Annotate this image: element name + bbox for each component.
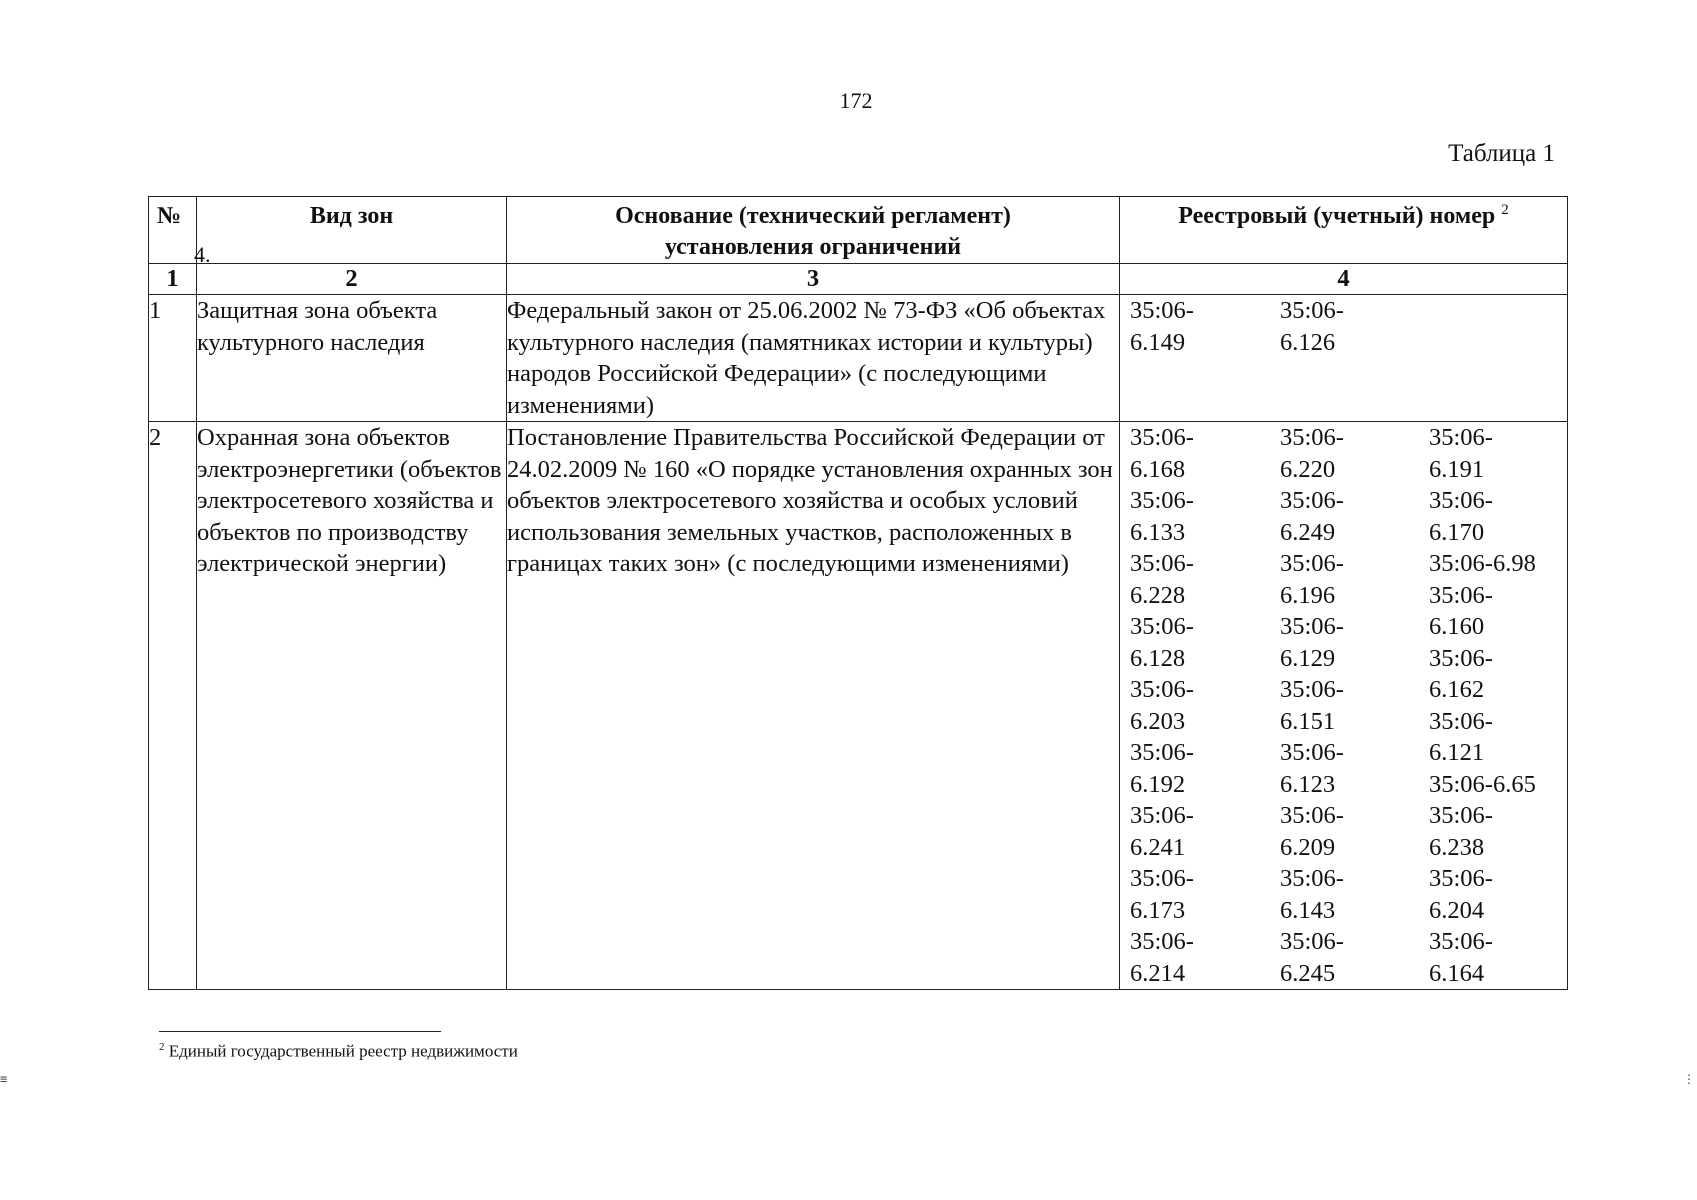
- table-row: [149, 295, 1568, 422]
- header-registry-footnote-ref: 2: [1501, 202, 1509, 218]
- row-registry: [1120, 295, 1568, 422]
- row-registry: [1120, 422, 1568, 990]
- column-index-cell: 2: [197, 264, 507, 295]
- footnote: [159, 1041, 518, 1062]
- table-header-row: [149, 197, 1568, 264]
- scan-edge-mark-left: ≡: [0, 1072, 8, 1086]
- column-index-cell: 4: [1120, 264, 1568, 295]
- restrictions-table: [148, 196, 1568, 990]
- header-basis: Основание (технический регламент) установления ограничений: [507, 197, 1120, 264]
- column-index-cell: 3: [507, 264, 1120, 295]
- header-num: [149, 197, 211, 267]
- header-registry-label: Реестровый (учетный) номер: [1178, 203, 1496, 229]
- footnote-text: Единый государственный реестр недвижимости: [168, 1041, 518, 1061]
- registry-column: 35:06- 6.149: [1130, 297, 1194, 356]
- page-number: 172: [839, 88, 873, 113]
- column-index-row: [149, 264, 1568, 295]
- row-zone-type: Охранная зона объектов электроэнергетики (объектов электросетевого хозяйства и объектов по производству электрической энергии): [197, 422, 507, 990]
- header-registry: [1120, 197, 1568, 264]
- footnote-marker: 2: [159, 1041, 165, 1053]
- row-num: 1: [149, 295, 197, 422]
- column-index-cell: 1: [149, 264, 197, 295]
- header-stray-mark: 4.: [194, 242, 211, 267]
- registry-column: 35:06- 6.126: [1280, 297, 1344, 356]
- header-zone-type: Вид зон: [197, 197, 507, 264]
- table-caption: Таблица 1: [1448, 140, 1555, 167]
- row-basis: Постановление Правительства Российской Федерации от 24.02.2009 № 160 «О порядке установления охранных зон объектов электросетевого хозяйства и особых условий использования земельных участков, расположенных в границах таких зон» (с последующими изменениями): [507, 422, 1120, 990]
- registry-column: 35:06- 6.220 35:06- 6.249 35:06- 6.196 35:06- 6.129 35:06- 6.151 35:06- 6.123 35:06- 6.209 35:06- 6.143 35:06- 6.245: [1280, 424, 1344, 987]
- footnote-divider: [159, 1031, 441, 1032]
- header-num-label: №: [157, 203, 182, 229]
- registry-grid: [1120, 295, 1567, 358]
- registry-column: 35:06- 6.168 35:06- 6.133 35:06- 6.228 35:06- 6.128 35:06- 6.203 35:06- 6.192 35:06- 6.241 35:06- 6.173 35:06- 6.214: [1130, 424, 1194, 987]
- row-basis: Федеральный закон от 25.06.2002 № 73-ФЗ «Об объектах культурного наследия (памятниках истории и культуры) народов Российской Федерации» (с последующими изменениями): [507, 295, 1120, 422]
- scan-edge-mark-right: ⋮: [1683, 1072, 1695, 1086]
- row-num: 2: [149, 422, 197, 990]
- row-zone-type: Защитная зона объекта культурного наследия: [197, 295, 507, 422]
- registry-column: 35:06- 6.191 35:06- 6.170 35:06-6.98 35:06- 6.160 35:06- 6.162 35:06- 6.121 35:06-6.65 35:06- 6.238 35:06- 6.204 35:06- 6.164: [1429, 424, 1536, 987]
- registry-grid: [1120, 422, 1567, 989]
- registry-column: [1429, 295, 1569, 358]
- table-row: [149, 422, 1568, 990]
